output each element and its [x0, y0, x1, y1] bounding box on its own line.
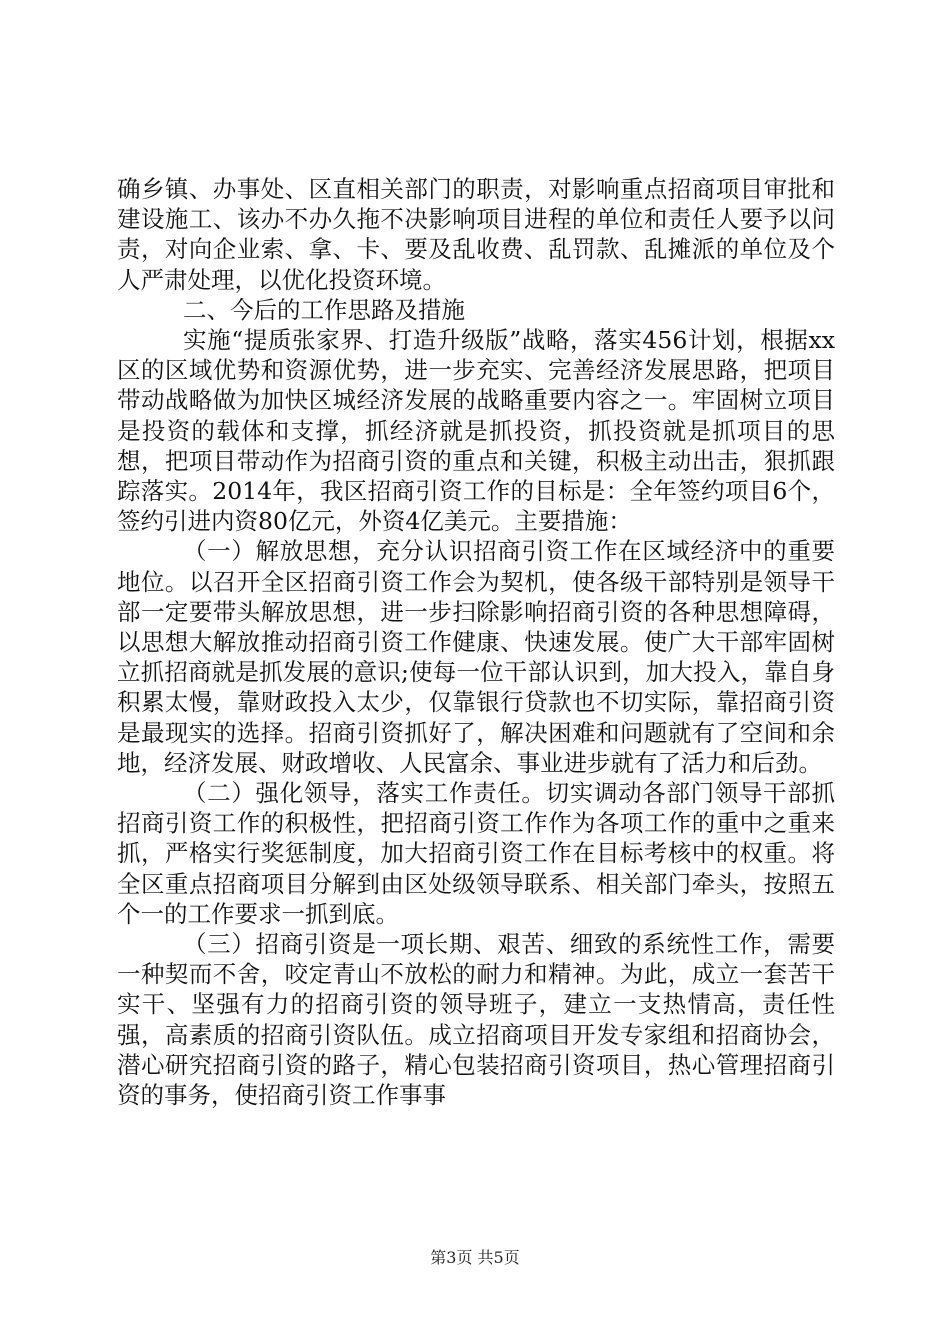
- paragraph: （一）解放思想，充分认识招商引资工作在区域经济中的重要地位。以召开全区招商引资工作会为契机，使各级干部特别是领导干部一定要带头解放思想，进一步扫除影响招商引资的各种思想障碍，以思想大解放推动招商引资工作健康、快速发展。使广大干部牢固树立抓招商就是抓发展的意识;使每一位干部认识到，加大投入，靠自身积累太慢，靠财政投入太少，仅靠银行贷款也不切实际，靠招商引资是最现实的选择。招商引资抓好了，解决困难和问题就有了空间和余地，经济发展、财政增收、人民富余、事业进步就有了活力和后劲。: [117, 537, 835, 777]
- paragraph: 实施“提质张家界、打造升级版”战略，落实456计划，根据xx区的区域优势和资源优势，进一步充实、完善经济发展思路，把项目带动战略做为加快区城经济发展的战略重要内容之一。牢固树立项目是投资的载体和支撑，抓经济就是抓投资，抓投资就是抓项目的思想，把项目带动作为招商引资的重点和关键，积极主动出击，狠抓跟踪落实。2014年，我区招商引资工作的目标是：全年签约项目6个，签约引进内资80亿元，外资4亿美元。主要措施：: [117, 326, 835, 536]
- document-body: [117, 174, 835, 1110]
- paragraph: （二）强化领导，落实工作责任。切实调动各部门领导干部抓招商引资工作的积极性，把招商引资工作作为各项工作的重中之重来抓，严格实行奖惩制度，加大招商引资工作在目标考核中的权重。将全区重点招商项目分解到由区处级领导联系、相关部门牵头，按照五个一的工作要求一抓到底。: [117, 779, 835, 928]
- paragraph: （三）招商引资是一项长期、艰苦、细致的系统性工作，需要一种契而不舍，咬定青山不放松的耐力和精神。为此，成立一套苦干实干、坚强有力的招商引资的领导班子，建立一支热情高，责任性强，高素质的招商引资队伍。成立招商项目开发专家组和招商协会，潜心研究招商引资的路子，精心包装招商引资项目，热心管理招商引资的事务，使招商引资工作事事: [117, 930, 835, 1110]
- section-heading: 二、今后的工作思路及措施: [183, 295, 465, 324]
- page-footer: 第3页 共5页: [430, 1248, 520, 1267]
- paragraph-continuation: 确乡镇、办事处、区直相关部门的职责，对影响重点招商项目审批和建设施工、该办不办久拖不决影响项目进程的单位和责任人要予以问责，对向企业索、拿、卡、要及乱收费、乱罚款、乱摊派的单位及个人严肃处理，以优化投资环境。: [117, 175, 835, 294]
